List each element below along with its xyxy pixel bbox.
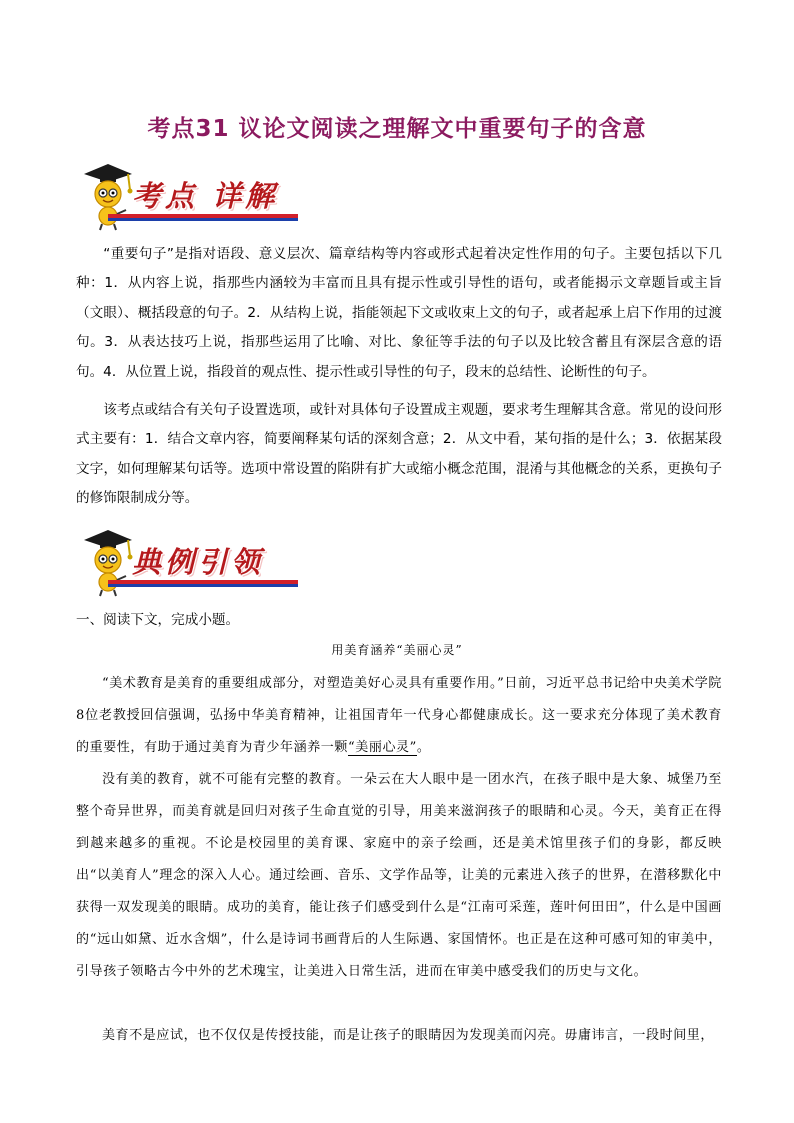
document-title: 考点31 议论文阅读之理解文中重要句子的含意 (147, 116, 647, 142)
banner-underline-blue (108, 218, 298, 221)
intro-paragraph-2: 该考点或结合有关句子设置选项，或针对具体句子设置成主观题，要求考生理解其含意。常见的设问形式主要有：1．结合文章内容，简要阐释某句话的深刻含意；2．从文中看，某句指的是什么；3．依据某段文字，如何理解某句话等。选项中常设置的陷阱有扩大或缩小概念范围，混淆与其他概念的关系，更换句子的修饰限制成分等。 (76, 402, 722, 507)
intro-paragraph-1: “重要句子”是指对语段、意义层次、篇章结构等内容或形式起着决定性作用的句子。主要包括以下几种：1．从内容上说，指那些内涵较为丰富而且具有提示性或引导性的语句，或者能揭示文章题旨或主旨（文眼）、概括段意的句子。2．从结构上说，指能领起下文或收束上文的句子，或者起承上启下作用的过渡句。3．从表达技巧上说，指那些运用了比喻、对比、象征等手法的句子以及比较含蓄且有深层含意的语句。4．从位置上说，指段首的观点性、提示性或引导性的句子，段末的总结性、论断性的句子。 (76, 246, 722, 380)
banner-underline-blue (108, 584, 298, 587)
exercise-heading: 一、阅读下文，完成小题。 (76, 612, 240, 628)
passage-title: 用美育涵养“美丽心灵” (331, 643, 463, 657)
section-banner-label: 考点 详解 (132, 179, 279, 213)
article-paragraph-2: 没有美的教育，就不可能有完整的教育。一朵云在大人眼中是一团水汽，在孩子眼中是大象、城堡乃至整个奇异世界，而美育就是回归对孩子生命直觉的引导，用美来滋润孩子的眼睛和心灵。今天，美育正在得到越来越多的重视。不论是校园里的美育课、家庭中的亲子绘画，还是美术馆里孩子们的身影，都反映出“以美育人”理念的深入人心。通过绘画、音乐、文学作品等，让美的元素进入孩子的世界，在潜移默化中获得一双发现美的眼睛。成功的美育，能让孩子们感受到什么是“江南可采莲，莲叶何田田”，什么是中国画的“远山如黛、近水含烟”，什么是诗词书画背后的人生际遇、家国情怀。也正是在这种可感可知的审美中，引导孩子领略古今中外的艺术瑰宝，让美进入日常生活，进而在审美中感受我们的历史与文化。 (76, 772, 722, 979)
graduate-mascot-icon (78, 526, 138, 598)
graduate-mascot-icon (78, 160, 138, 232)
article-paragraph-1 (76, 668, 722, 764)
article-paragraph-1-end: 。 (416, 740, 431, 755)
article-paragraph-1-text: “美术教育是美育的重要组成部分，对塑造美好心灵具有重要作用。”日前，习近平总书记给中央美术学院8位老教授回信强调，弘扬中华美育精神，让祖国青年一代身心都健康成长。这一要求充分体现了美术教育的重要性，有助于通过美育为青少年涵养一颗 (76, 676, 722, 755)
section-banner-kaodian (78, 160, 300, 232)
section-banner-label: 典例引领 (132, 545, 265, 579)
underlined-phrase: “美丽心灵” (348, 740, 417, 755)
section-banner-dianli (78, 526, 300, 598)
article-paragraph-3: 美育不是应试，也不仅仅是传授技能，而是让孩子的眼睛因为发现美而闪亮。毋庸讳言，一段时间里， (102, 1028, 715, 1043)
